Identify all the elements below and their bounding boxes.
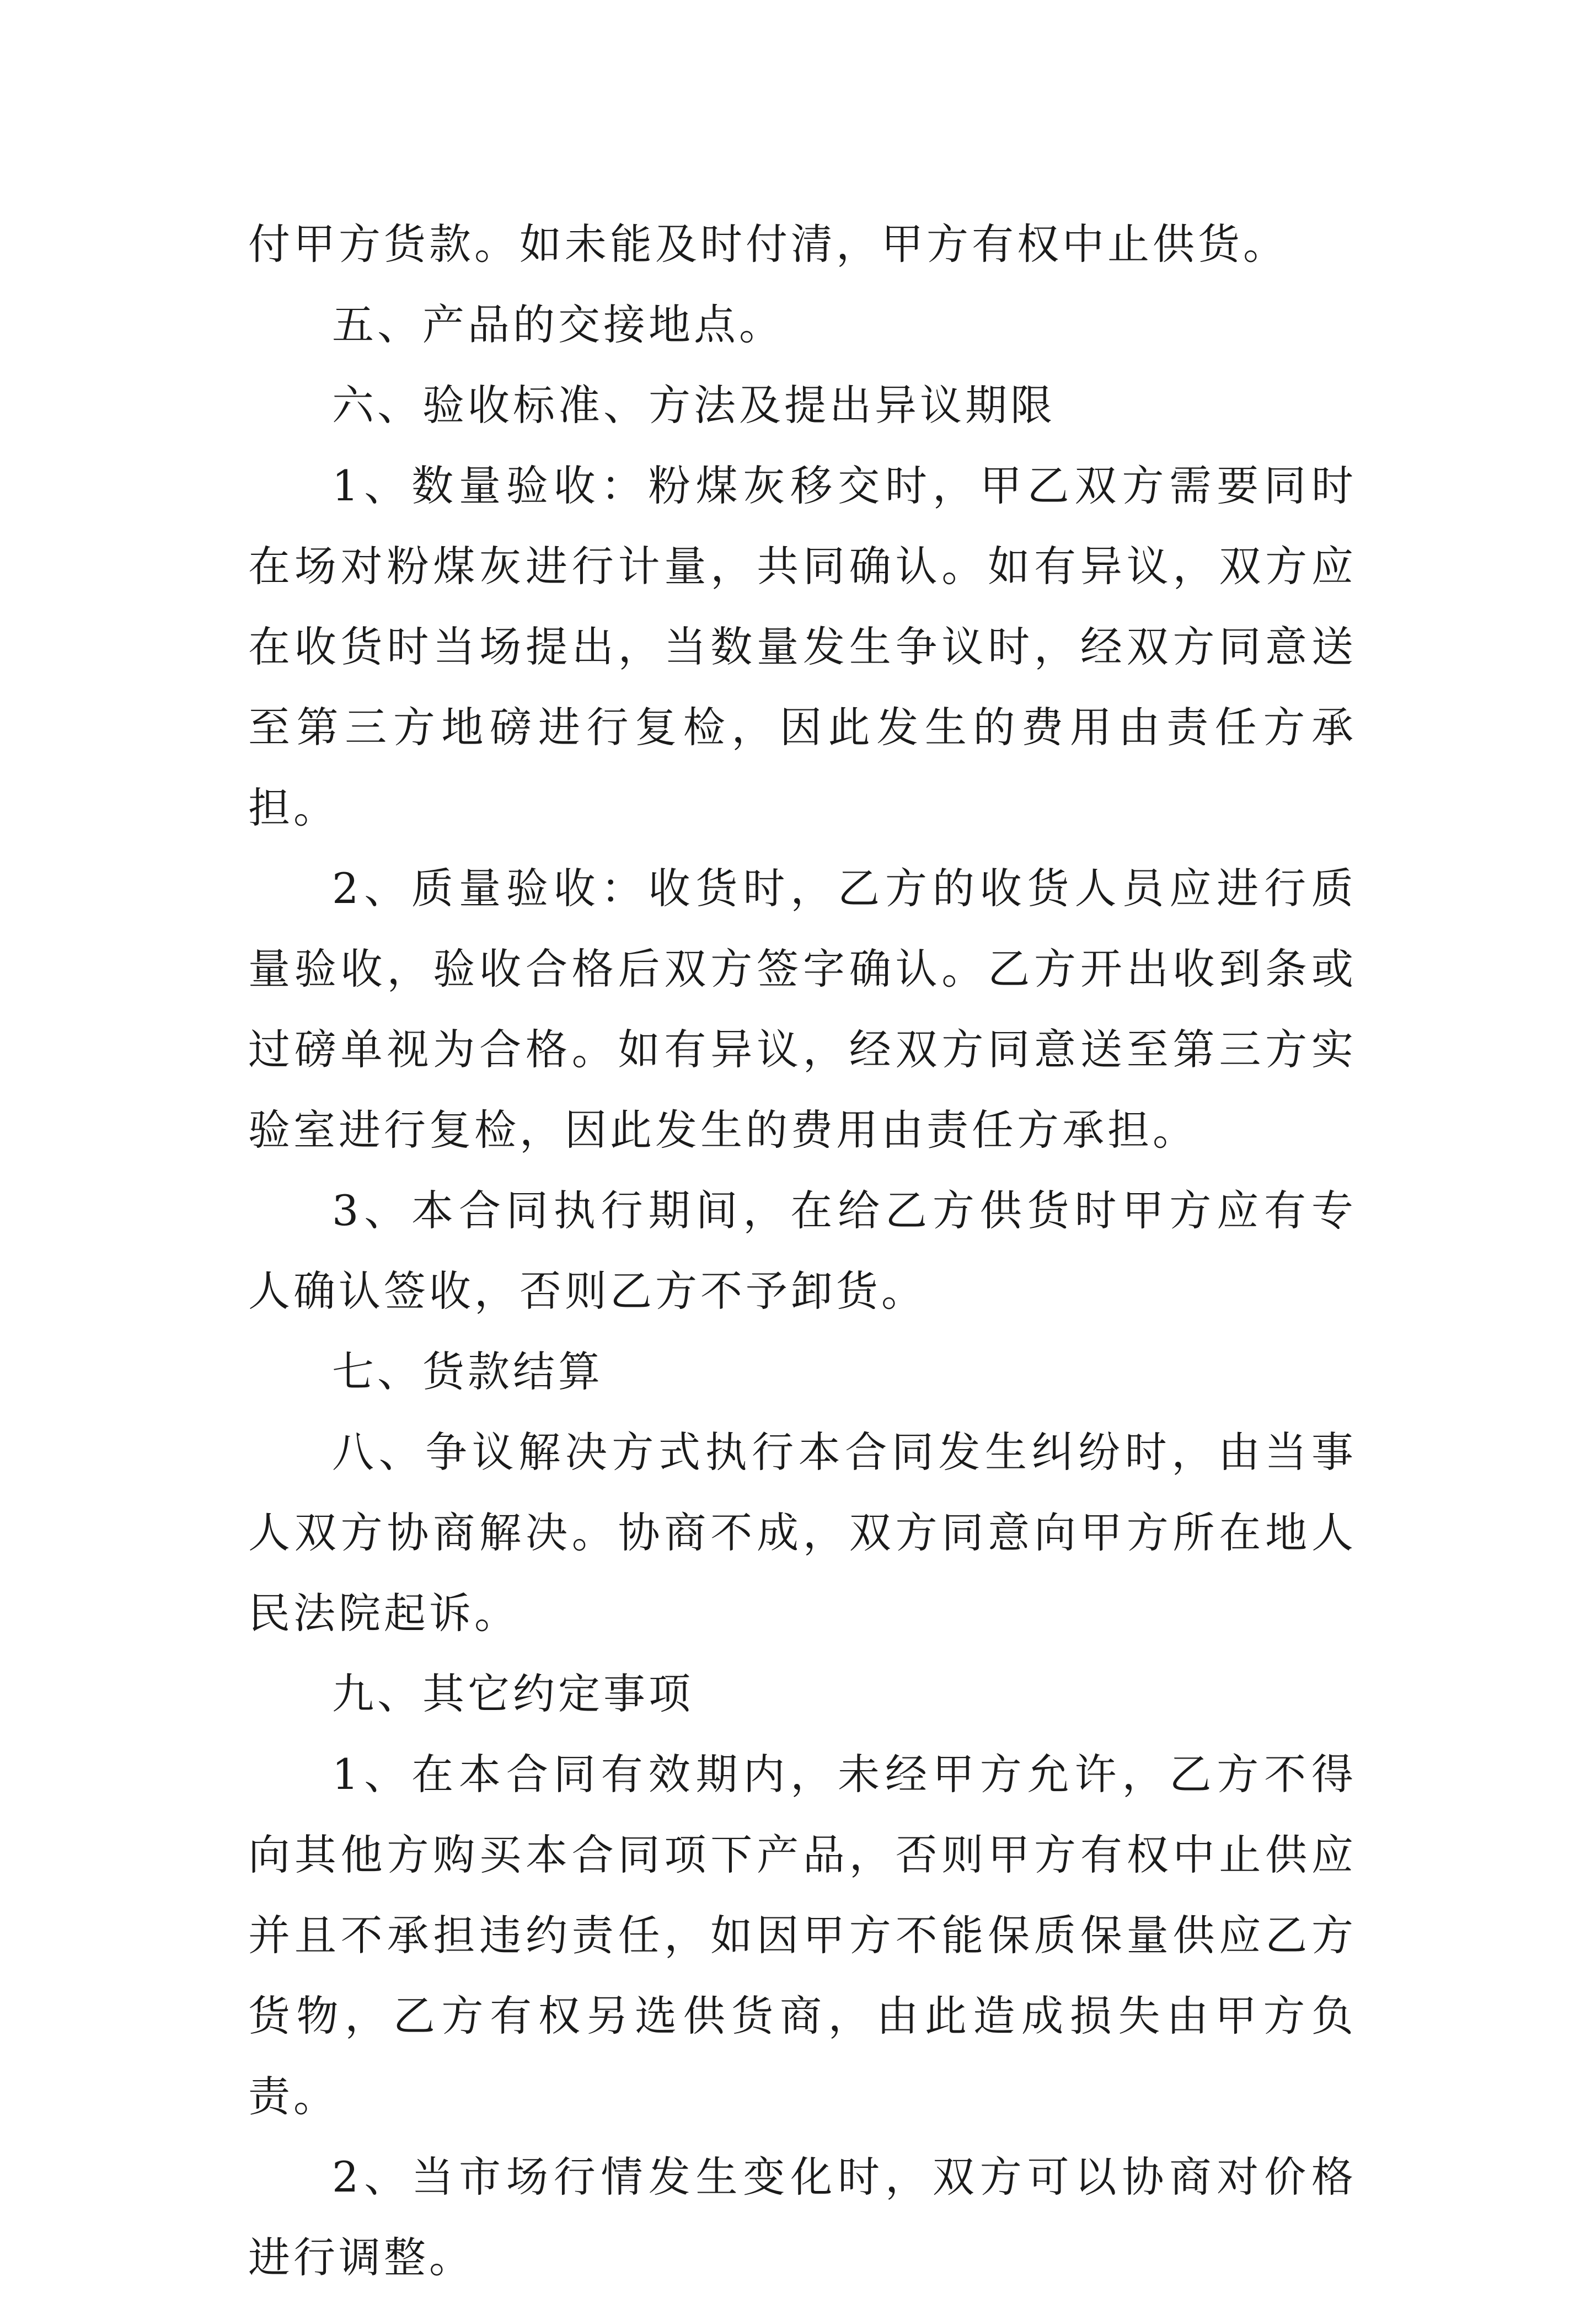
paragraph-payment-continued: 付甲方货款。如未能及时付清，甲方有权中止供货。	[248, 220, 1288, 269]
document-page	[248, 204, 1357, 2298]
section-7-heading: 七、货款结算	[332, 1347, 603, 1396]
section-6-item-1: 1、数量验收：粉煤灰移交时，甲乙双方需要同时在场对粉煤灰进行计量，共同确认。如有异议，双方应在收货时当场提出，当数量发生争议时，经双方同意送至第三方地磅进行复检，因此发生的费用由责任方承担。	[248, 461, 1357, 832]
section-8-paragraph: 八、争议解决方式执行本合同发生纠纷时，由当事人双方协商解决。协商不成，双方同意向甲方所在地人民法院起诉。	[248, 1428, 1357, 1638]
section-9-item-1: 1、在本合同有效期内，未经甲方允许，乙方不得向其他方购买本合同项下产品，否则甲方有权中止供应并且不承担违约责任，如因甲方不能保质保量供应乙方货物，乙方有权另选供货商，由此造成损失由甲方负责。	[248, 1750, 1357, 2121]
section-9-item-2: 2、当市场行情发生变化时，双方可以协商对价格进行调整。	[248, 2152, 1357, 2282]
section-6-item-3: 3、本合同执行期间，在给乙方供货时甲方应有专人确认签收，否则乙方不予卸货。	[248, 1186, 1357, 1316]
section-5-heading: 五、产品的交接地点。	[332, 300, 784, 349]
section-9-heading: 九、其它约定事项	[332, 1669, 694, 1718]
section-6-item-2: 2、质量验收：收货时，乙方的收货人员应进行质量验收，验收合格后双方签字确认。乙方开出收到条或过磅单视为合格。如有异议，经双方同意送至第三方实验室进行复检，因此发生的费用由责任方承担。	[248, 864, 1357, 1155]
section-6-heading: 六、验收标准、方法及提出异议期限	[332, 381, 1056, 430]
